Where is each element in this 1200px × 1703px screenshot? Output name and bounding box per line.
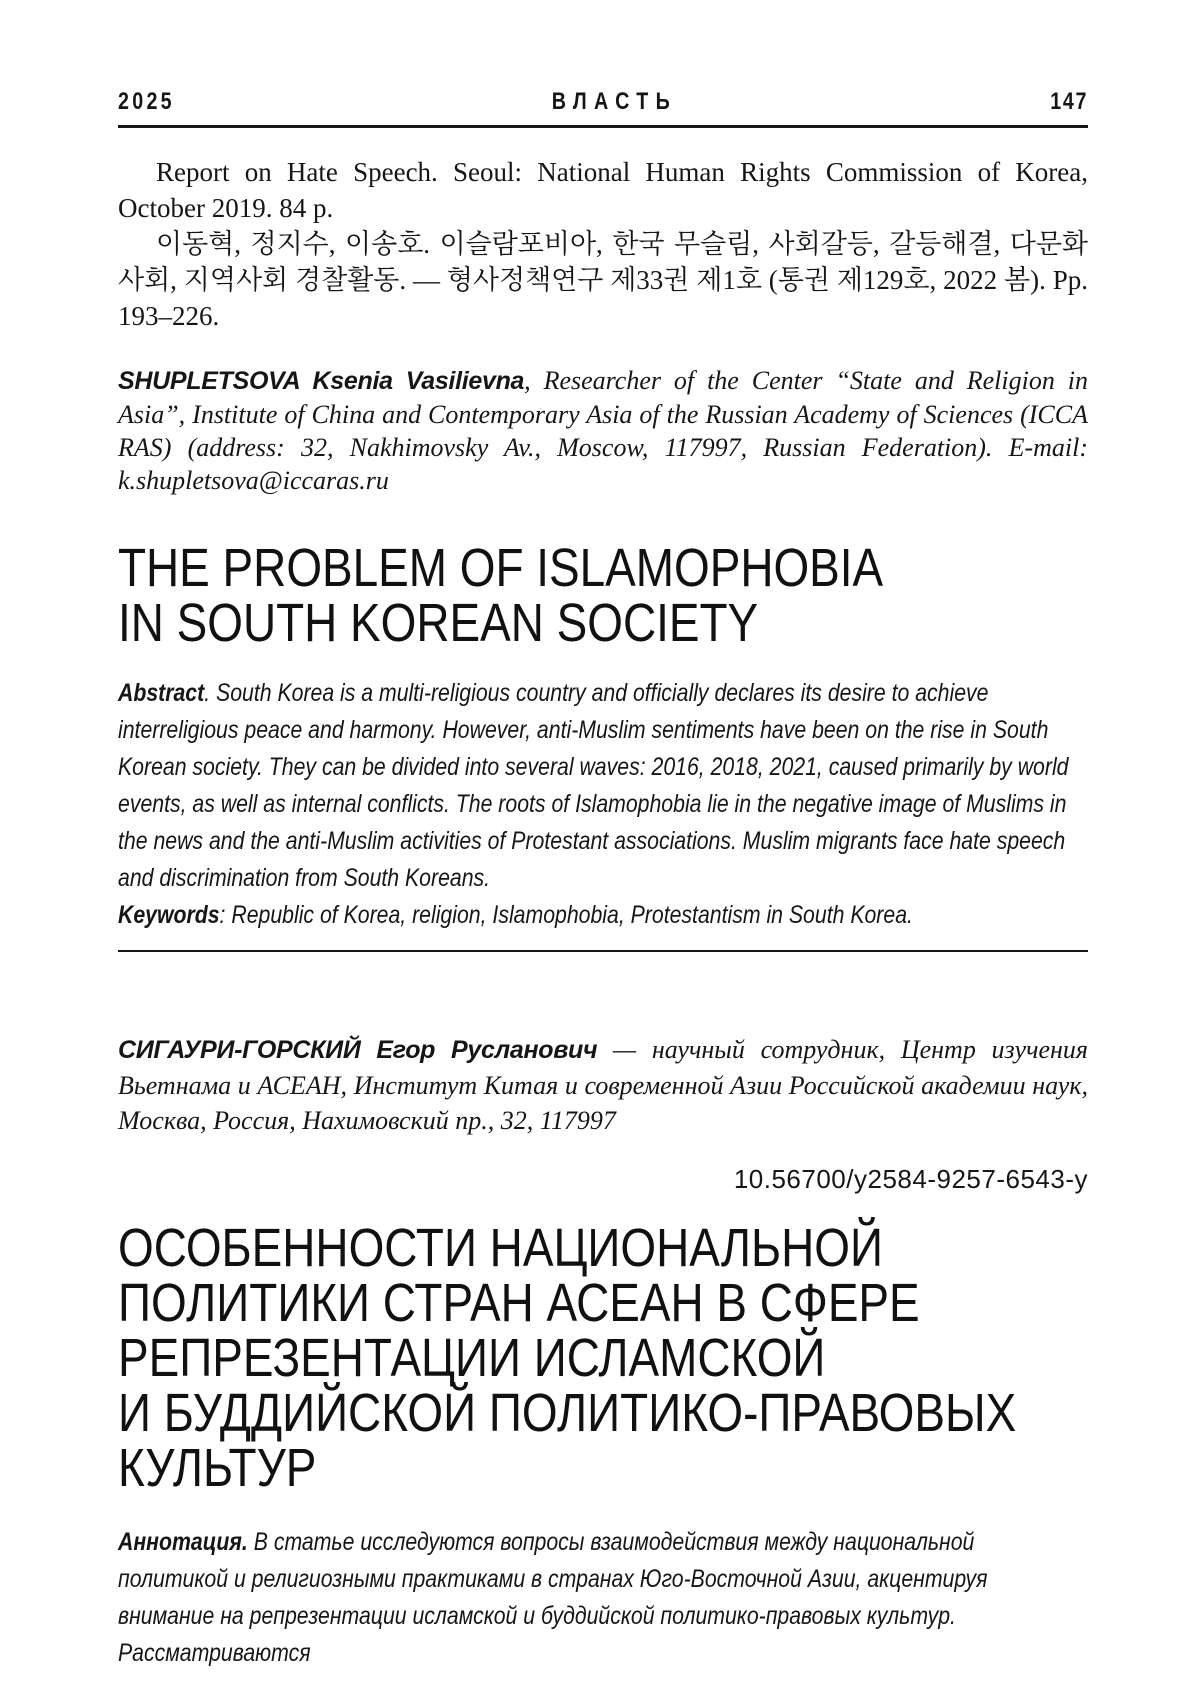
keywords-label: Keywords <box>118 901 220 929</box>
keywords-text: : Republic of Korea, religion, Islamophobia, Protestantism in South Korea. <box>219 901 913 929</box>
author-en-name: SHUPLETSOVA Ksenia Vasilievna <box>118 367 525 395</box>
reference-entry-english: Report on Hate Speech. Seoul: National Human Rights Commission of Korea, October 2019. 84 p. <box>118 157 1088 223</box>
header-journal-title: ВЛАСТЬ <box>551 88 678 115</box>
running-header <box>118 88 1088 128</box>
keywords-paragraph <box>118 897 1088 934</box>
header-page-number: 147 <box>1050 88 1088 115</box>
annotation-section <box>118 1524 1088 1672</box>
author-block-ru <box>118 1032 1088 1138</box>
annotation-paragraph <box>118 1524 1088 1672</box>
references-section <box>118 154 1088 334</box>
article-title-ru-line: ПОЛИТИКИ СТРАН АСЕАН В СФЕРЕ <box>118 1273 920 1333</box>
author-ru-name: СИГАУРИ-ГОРСКИЙ Егор Русланович <box>118 1036 598 1064</box>
abstract-paragraph <box>118 675 1088 897</box>
reference-entry-korean: 이동혁, 정지수, 이송호. 이슬람포비아, 한국 무슬림, 사회갈등, 갈등해결, 다문화 사회, 지역사회 경찰활동. — 형사정책연구 제33권 제1호 (통권 제129호, 2022 봄). Pp. 193–226. <box>118 229 1088 331</box>
annotation-label: Аннотация. <box>118 1528 248 1556</box>
abstract-label: Abstract <box>118 679 205 707</box>
section-divider-rule <box>118 950 1088 952</box>
article-title-en <box>118 538 1088 653</box>
header-year: 2025 <box>118 88 175 115</box>
author-ru-affiliation: — научный сотрудник, Центр изучения Вьетнама и АСЕАН, Институт Китая и современной Азии Российской академии наук, Москва, Россия, Нахимовский пр., 32, 117997 <box>118 1035 1088 1135</box>
article-title-en-line: THE PROBLEM OF ISLAMOPHOBIA <box>118 538 884 598</box>
abstract-text: . South Korea is a multi-religious country and officially declares its desire to achieve interreligious peace and harmony. However, anti-Muslim sentiments have been on the rise in South Korean society. They can be divided into several waves: 2016, 2018, 2021, caused primarily by world events, as well as internal conflicts. The roots of Islamophobia lie in the negative image of Muslims in the news and the anti-Muslim activities of Protestant associations. Muslim migrants face hate speech and discrimination from South Koreans. <box>118 679 1069 892</box>
article-title-ru-line: ОСОБЕННОСТИ НАЦИОНАЛЬНОЙ <box>118 1218 883 1278</box>
article-title-en-line: IN SOUTH KOREAN SOCIETY <box>118 593 759 653</box>
article-title-ru-line: КУЛЬТУР <box>118 1438 317 1498</box>
annotation-text: В статье исследуются вопросы взаимодействия между национальной политикой и религиозными практиками в странах Юго-Восточной Азии, акцентируя внимание на репрезентации исламской и буддийской политико-правовых культур. Рассматриваются <box>118 1528 988 1667</box>
author-en-affiliation: , Researcher of the Center “State and Religion in Asia”, Institute of China and Contemporary Asia of the Russian Academy of Sciences (ICCA RAS) (address: 32, Nakhimovsky Av., Moscow, 117997, Russian Federation). E-mail: k.shupletsova@iccaras.ru <box>118 366 1088 495</box>
article-title-ru <box>118 1218 1088 1498</box>
article-title-ru-line: И БУДДИЙСКОЙ ПОЛИТИКО-ПРАВОВЫХ <box>118 1383 1017 1443</box>
article-doi: 10.56700/y2584-9257-6543-y <box>733 1164 1088 1194</box>
abstract-section <box>118 675 1088 934</box>
article-title-ru-line: РЕПРЕЗЕНТАЦИИ ИСЛАМСКОЙ <box>118 1328 826 1388</box>
author-block-en <box>118 364 1088 497</box>
